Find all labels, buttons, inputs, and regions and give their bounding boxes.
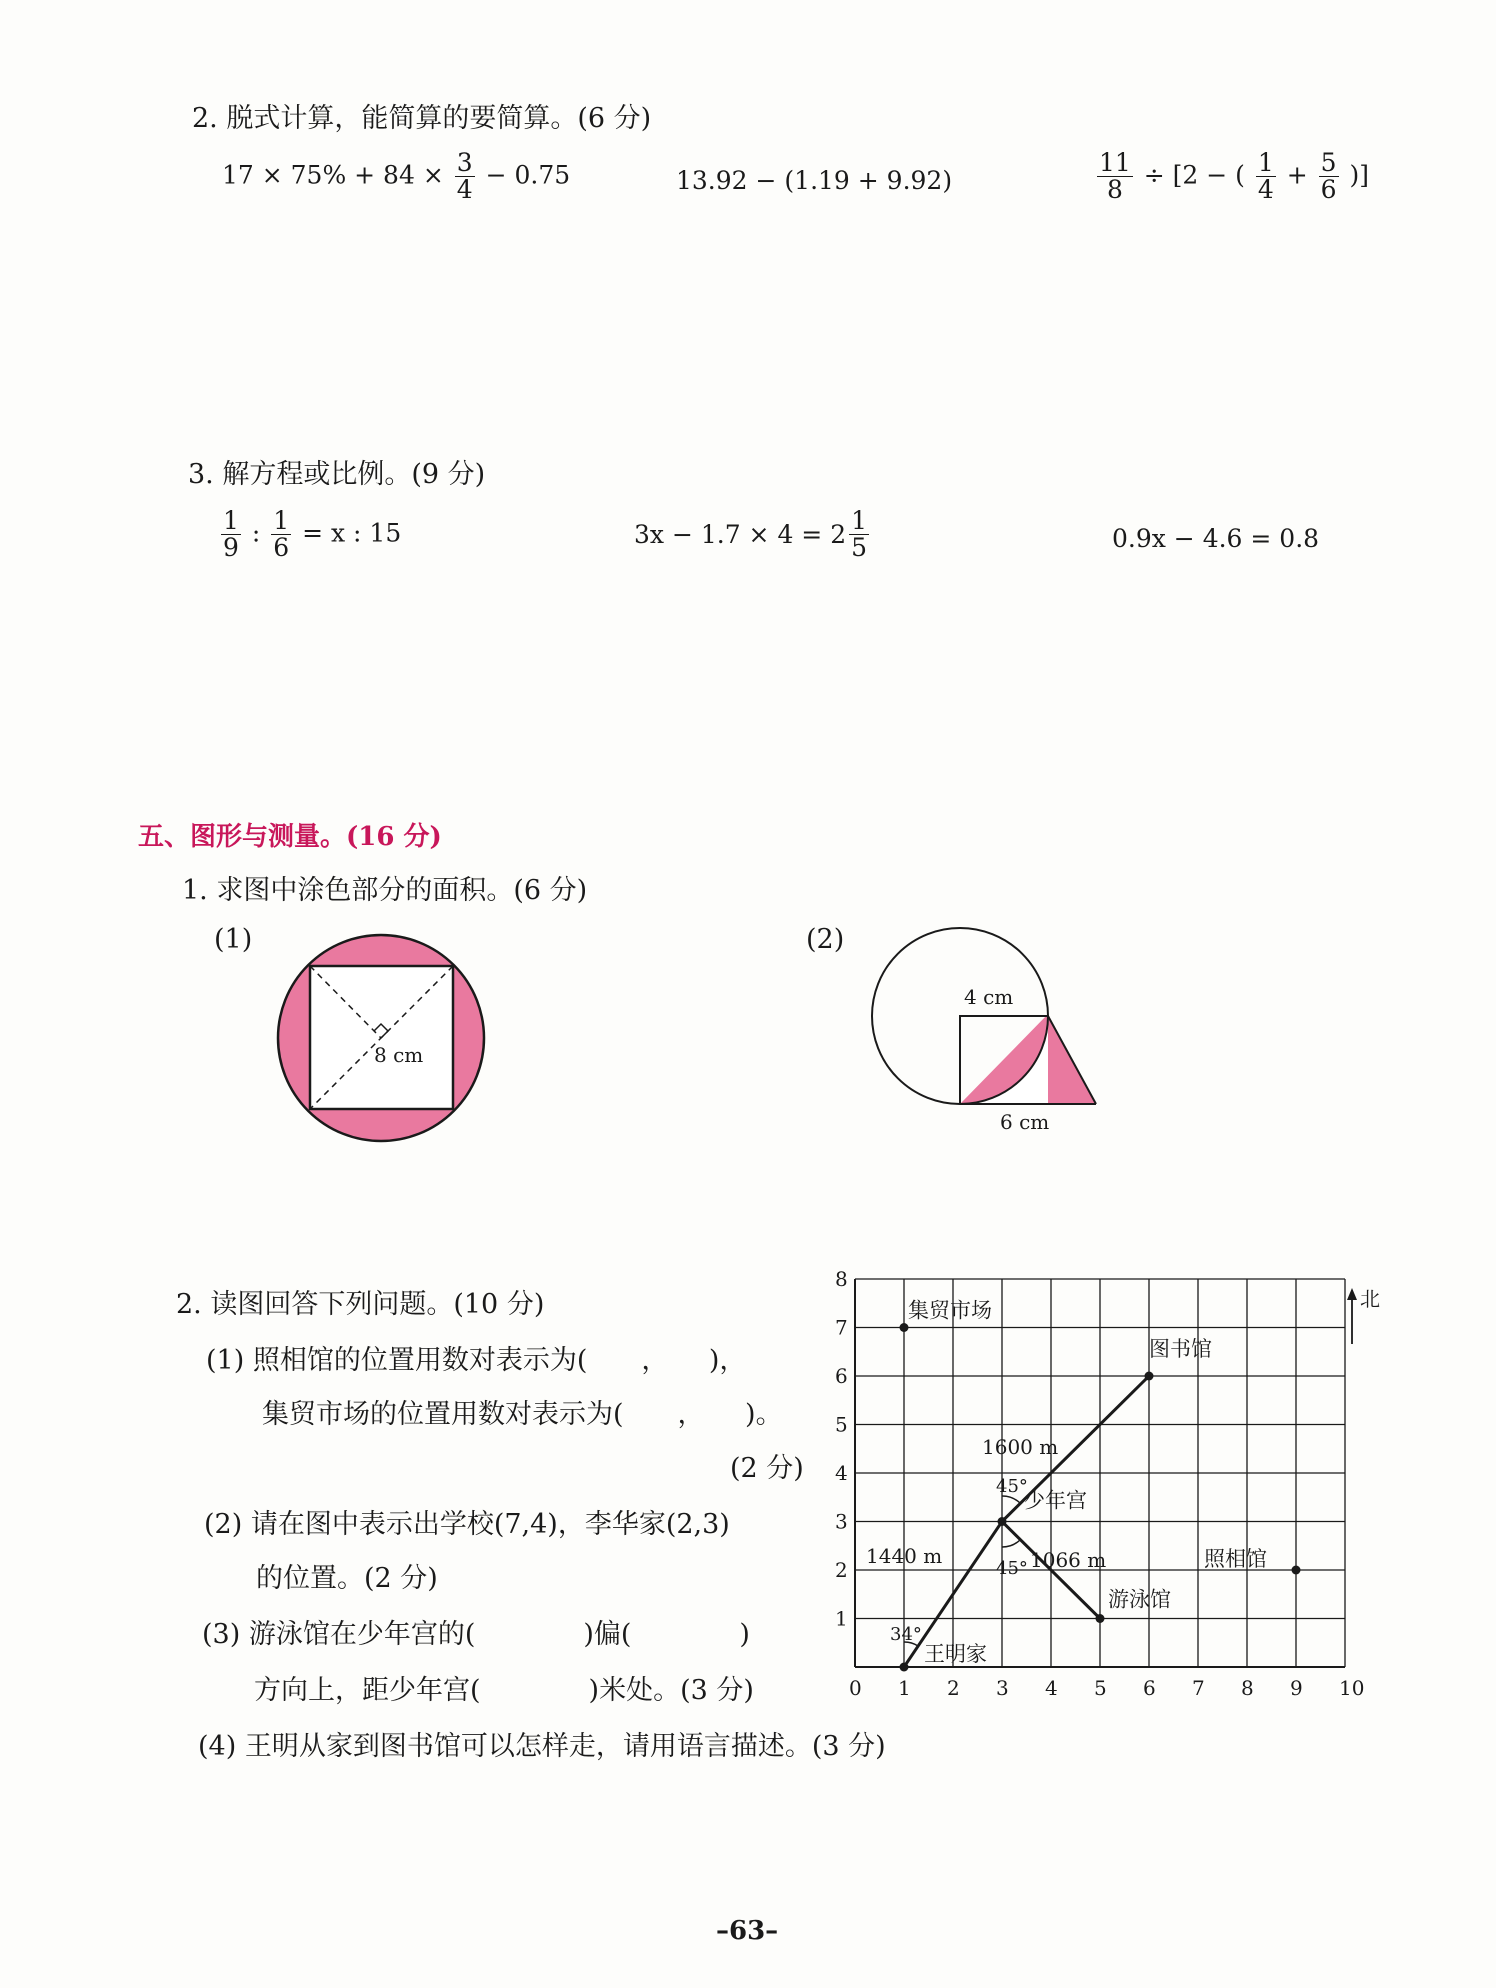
- x-tick-label: 9: [1290, 1676, 1303, 1700]
- x-tick-label: 0: [849, 1676, 862, 1700]
- fraction: [849, 508, 869, 562]
- angle-arc-45-bottom: [1002, 1540, 1020, 1547]
- expr-part: = x : 15: [302, 518, 402, 548]
- y-tick-label: 5: [835, 1412, 848, 1437]
- numerator: 1: [273, 506, 290, 535]
- q2-part3-line1: (3) 游泳馆在少年宫的( )偏( ): [202, 1619, 750, 1650]
- figure-2-circle-triangle: [860, 926, 1120, 1136]
- distance-1440: 1440 m: [866, 1544, 943, 1568]
- y-tick-label: 2: [835, 1558, 848, 1582]
- place-label: 集贸市场: [908, 1298, 992, 1323]
- q3-title: 3. 解方程或比例。(9 分): [188, 459, 486, 490]
- expr-part: +: [1286, 160, 1308, 190]
- q2-part3-line2: 方向上，距少年宫( )米处。(3 分): [254, 1675, 754, 1706]
- place-label: 图书馆: [1149, 1337, 1212, 1361]
- denominator: 8: [1106, 175, 1123, 205]
- numerator: 5: [1320, 148, 1337, 177]
- distance-1066: 1066 m: [1030, 1548, 1107, 1572]
- denominator: 6: [273, 533, 290, 563]
- q2-part2-line1: (2) 请在图中表示出学校(7,4)，李华家(2,3): [204, 1509, 730, 1540]
- north-label: 北: [1360, 1287, 1380, 1311]
- q3-expression-1: [218, 508, 401, 562]
- y-tick-label: 4: [835, 1461, 848, 1485]
- numerator: 11: [1099, 148, 1131, 177]
- north-arrow-icon: [1347, 1288, 1357, 1300]
- denominator: 5: [851, 533, 868, 563]
- fraction: [221, 508, 241, 562]
- place-label: 王明家: [924, 1642, 987, 1666]
- page-number: –63–: [716, 1916, 779, 1946]
- place-point: [1096, 1614, 1105, 1623]
- x-tick-label: 2: [947, 1676, 960, 1700]
- expr-part: 17 × 75% + 84 ×: [222, 160, 444, 190]
- q2-part1-line2: 集贸市场的位置用数对表示为( ， )。: [262, 1399, 783, 1430]
- denominator: 4: [1257, 175, 1274, 205]
- grid-map: [830, 1270, 1390, 1700]
- numerator: 1: [851, 506, 868, 535]
- angle-45-top: 45°: [996, 1476, 1028, 1497]
- q2-part1-score: (2 分): [730, 1453, 804, 1484]
- y-tick-label: 3: [835, 1509, 848, 1534]
- mixed-expr: [634, 508, 872, 562]
- denominator: 4: [456, 175, 473, 205]
- expr-part: )]: [1349, 160, 1370, 190]
- figure-2-label: (2): [806, 924, 845, 955]
- q2-expression-2: 13.92 − (1.19 + 9.92): [676, 166, 953, 195]
- x-tick-label: 10: [1339, 1676, 1365, 1700]
- figure-1-circle-square: [270, 928, 490, 1148]
- fraction: [1256, 150, 1276, 204]
- dimension-label: 8 cm: [374, 1043, 424, 1067]
- angle-45-bottom: 45°: [996, 1558, 1028, 1579]
- s5-q1-title: 1. 求图中涂色部分的面积。(6 分): [182, 875, 588, 906]
- q2-expression-1: [222, 150, 570, 204]
- numerator: 1: [223, 506, 239, 535]
- place-label: 少年宫: [1024, 1488, 1087, 1513]
- fraction: [1319, 150, 1339, 204]
- q2-part2-line2: 的位置。(2 分): [256, 1563, 438, 1594]
- angle-arc-45-top: [1002, 1496, 1020, 1503]
- denominator: 6: [1320, 175, 1337, 205]
- place-point: [1292, 1566, 1301, 1575]
- fraction: [271, 508, 291, 562]
- y-tick-label: 8: [835, 1270, 848, 1291]
- x-tick-label: 6: [1143, 1676, 1156, 1700]
- q3-expression-2: [634, 508, 872, 562]
- numerator: 1: [1257, 148, 1274, 177]
- x-tick-label: 4: [1045, 1676, 1058, 1700]
- expr-part: ÷ [2 − (: [1143, 160, 1245, 190]
- figure-1-label: (1): [214, 924, 253, 955]
- fraction: [1097, 150, 1133, 204]
- x-tick-label: 1: [898, 1676, 911, 1700]
- x-tick-label: 3: [996, 1676, 1009, 1700]
- place-point: [1145, 1372, 1154, 1381]
- x-tick-label: 5: [1094, 1676, 1107, 1700]
- expr-part: :: [251, 518, 261, 548]
- y-tick-label: 1: [835, 1606, 848, 1631]
- place-label: 照相馆: [1204, 1547, 1267, 1571]
- dimension-bottom: 6 cm: [1000, 1110, 1050, 1134]
- angle-34: 34°: [890, 1624, 922, 1645]
- fraction: [455, 150, 475, 204]
- denominator: 9: [223, 533, 239, 563]
- y-tick-label: 7: [835, 1315, 848, 1340]
- grid-lines: [855, 1279, 1345, 1667]
- x-tick-label: 7: [1192, 1676, 1205, 1700]
- numerator: 3: [456, 148, 473, 177]
- q2-title: 2. 脱式计算，能简算的要简算。(6 分): [192, 103, 652, 134]
- expr-part: − 0.75: [485, 160, 571, 190]
- q2-part4: (4) 王明从家到图书馆可以怎样走，请用语言描述。(3 分): [198, 1731, 886, 1762]
- q2-expression-3: [1094, 150, 1369, 204]
- distance-1600: 1600 m: [982, 1435, 1059, 1459]
- s5-q2-title: 2. 读图回答下列问题。(10 分): [176, 1289, 545, 1320]
- expr-part: 3x − 1.7 × 4 = 2: [634, 520, 847, 550]
- place-point: [900, 1323, 909, 1332]
- q3-expression-3: 0.9x − 4.6 = 0.8: [1112, 524, 1320, 553]
- q2-part1-line1: (1) 照相馆的位置用数对表示为( ， )，: [206, 1345, 747, 1376]
- place-point: [900, 1663, 909, 1672]
- y-tick-label: 6: [835, 1364, 848, 1388]
- place-point: [998, 1517, 1007, 1526]
- section-title: 五、图形与测量。(16 分): [138, 822, 442, 852]
- x-tick-label: 8: [1241, 1676, 1254, 1700]
- place-label: 游泳馆: [1108, 1587, 1171, 1612]
- dimension-top: 4 cm: [964, 985, 1014, 1009]
